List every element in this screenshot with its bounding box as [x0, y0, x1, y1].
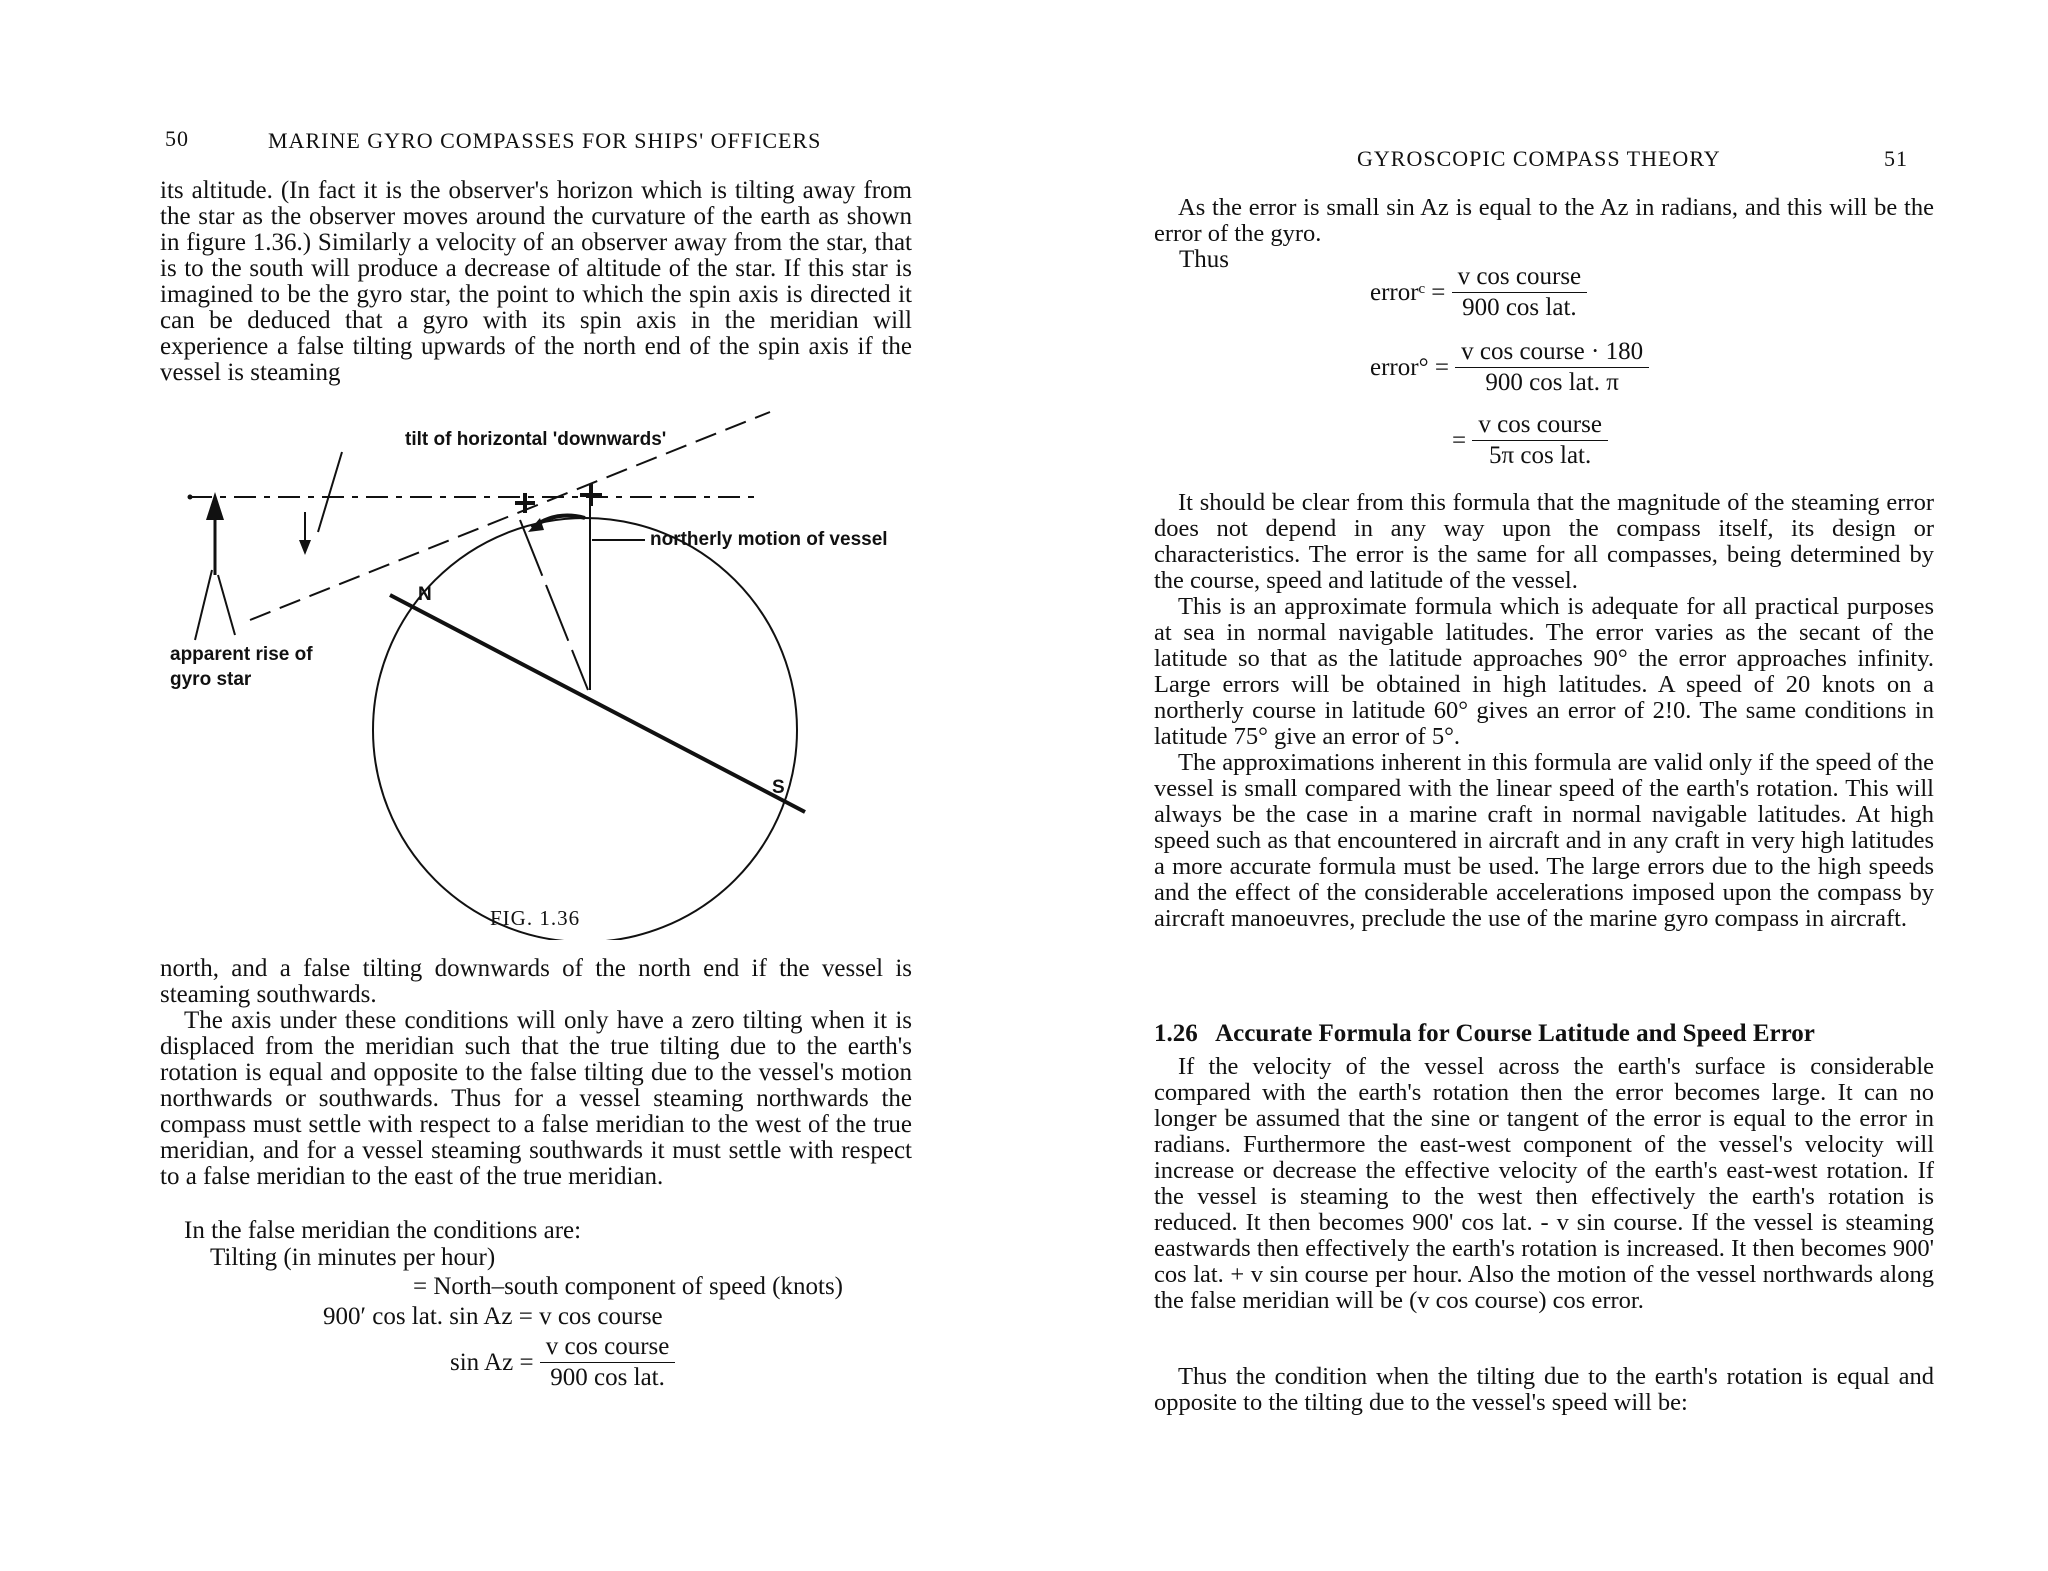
down-arrow-head [299, 540, 311, 555]
paragraph: As the error is small sin Az is equal to the Az in radians, and this will be the error of the gyro. [1154, 194, 1934, 247]
figure-label: apparent rise of [170, 644, 313, 665]
page-number: 50 [165, 126, 189, 151]
paragraph: It should be clear from this formula that the magnitude of the steaming error does not depend in any way upon the compass itself, its design or characteristics. The error is the same for all compasses, being determined by the course, speed and latitude of the vessel. [1154, 489, 1934, 594]
figure-caption: FIG. 1.36 [490, 906, 581, 930]
label-leader [195, 570, 212, 640]
equation-fraction: = $\frac{\text{v cos course}}{\text{5π cos lat.}}$ [1452, 410, 1608, 471]
paragraph: This is an approximate formula which is adequate for all practical purposes at sea in normal navigable latitudes. The error varies as the secant of the latitude so that as the latitude approaches 90° the error approaches infinity. Large errors will be obtained in high latitudes. A speed of 20 knots on a northerly course in latitude 60° gives an error of 2!0. The same conditions in latitude 75° give an error of 5°. [1154, 593, 1934, 750]
page-number: 51 [1884, 146, 1908, 171]
figure-label: gyro star [170, 669, 252, 690]
paragraph: Thus the condition when the tilting due to the earth's rotation is equal and opposite to the tilting due to the vessel's speed will be: [1154, 1363, 1934, 1416]
figure-label: northerly motion of vessel [650, 529, 888, 550]
paragraph: The approximations inherent in this formula are valid only if the speed of the vessel is small compared with the linear speed of the earth's rotation. This will always be the case in a marine craft in normal navigable latitudes. At high speed such as that encountered in aircraft and in any craft in very high latitudes a more accurate formula must be used. The large errors due to the high speeds and the effect of the considerable accelerations imposed upon the compass by aircraft manoeuvres, preclude the use of the marine gyro compass in aircraft. [1154, 749, 1934, 932]
thus-label: Thus [1179, 246, 1229, 273]
spin-axis-line [390, 595, 805, 812]
slanted-line [520, 520, 588, 690]
equation-line: = North–south component of speed (knots) [413, 1273, 844, 1300]
label-leader [318, 452, 342, 532]
figure-1-36 [160, 400, 920, 940]
equation-fraction: sin Az = $\frac{\text{v cos course}}{\text{900 cos lat.}}$ [450, 1332, 675, 1393]
equation-fraction: errorᶜ = $\frac{\text{v cos course}}{\text{900 cos lat.}}$ [1370, 262, 1587, 323]
paragraph: The axis under these conditions will only have a zero tilting when it is displaced from the meridian such that the true tilting due to the earth's rotation is equal and opposite to the false tilting due to the vessel's motion northwards or southwards. Thus for a vessel steaming northwards the compass must settle with respect to a false meridian to the west of the true meridian, and for a vessel steaming southwards it must settle with respect to a false meridian to the east of the true meridian. [160, 1007, 912, 1190]
paragraph: north, and a false tilting downwards of the north end if the vessel is steaming southwards. [160, 955, 912, 1008]
equation-fraction: error° = $\frac{\text{v cos course · 180}}{\text{900 cos lat. π}}$ [1370, 337, 1649, 398]
figure-label-s: S [772, 777, 785, 798]
figure-label: tilt of horizontal 'downwards' [405, 429, 667, 450]
running-head: GYROSCOPIC COMPASS THEORY [1357, 146, 1721, 171]
label-leader [218, 575, 235, 635]
equation-line: 900′ cos lat. sin Az = v cos course [323, 1303, 663, 1330]
paragraph: In the false meridian the conditions are: [184, 1217, 582, 1244]
figure-label-n: N [418, 584, 432, 605]
section-heading: 1.26 Accurate Formula for Course Latitude and Speed Error [1154, 1020, 1815, 1047]
paragraph: If the velocity of the vessel across the earth's surface is considerable compared with the earth's rotation then the error becomes large. It can no longer be assumed that the sine or tangent of the error is equal to the error in radians. Furthermore the east-west component of the vessel's velocity will increase or decrease the effective velocity of the earth's east-west rotation. If the vessel is steaming to the west then effectively the earth's rotation is reduced. It then becomes 900' cos lat. - v sin course. If the vessel is steaming eastwards then effectively the earth's rotation is increased. It then becomes 900' cos lat. + v sin course per hour. Also the motion of the vessel northwards along the false meridian will be (v cos course) cos error. [1154, 1053, 1934, 1314]
equation-line: Tilting (in minutes per hour) [210, 1244, 496, 1271]
running-head: MARINE GYRO COMPASSES FOR SHIPS' OFFICERS [268, 128, 822, 153]
star-dot [188, 495, 193, 500]
earth-circle [373, 518, 797, 940]
paragraph: its altitude. (In fact it is the observer's horizon which is tilting away from the star as the observer moves around the curvature of the earth as shown in figure 1.36.) Similarly a velocity of an observer away from the star, that is to the south will produce a decrease of altitude of the star. If this star is imagined to be the gyro star, the point to which the spin axis is directed it can be deduced that a gyro with its spin axis in the meridian will experience a false tilting upwards of the north end of the spin axis if the vessel is steaming [160, 177, 912, 386]
